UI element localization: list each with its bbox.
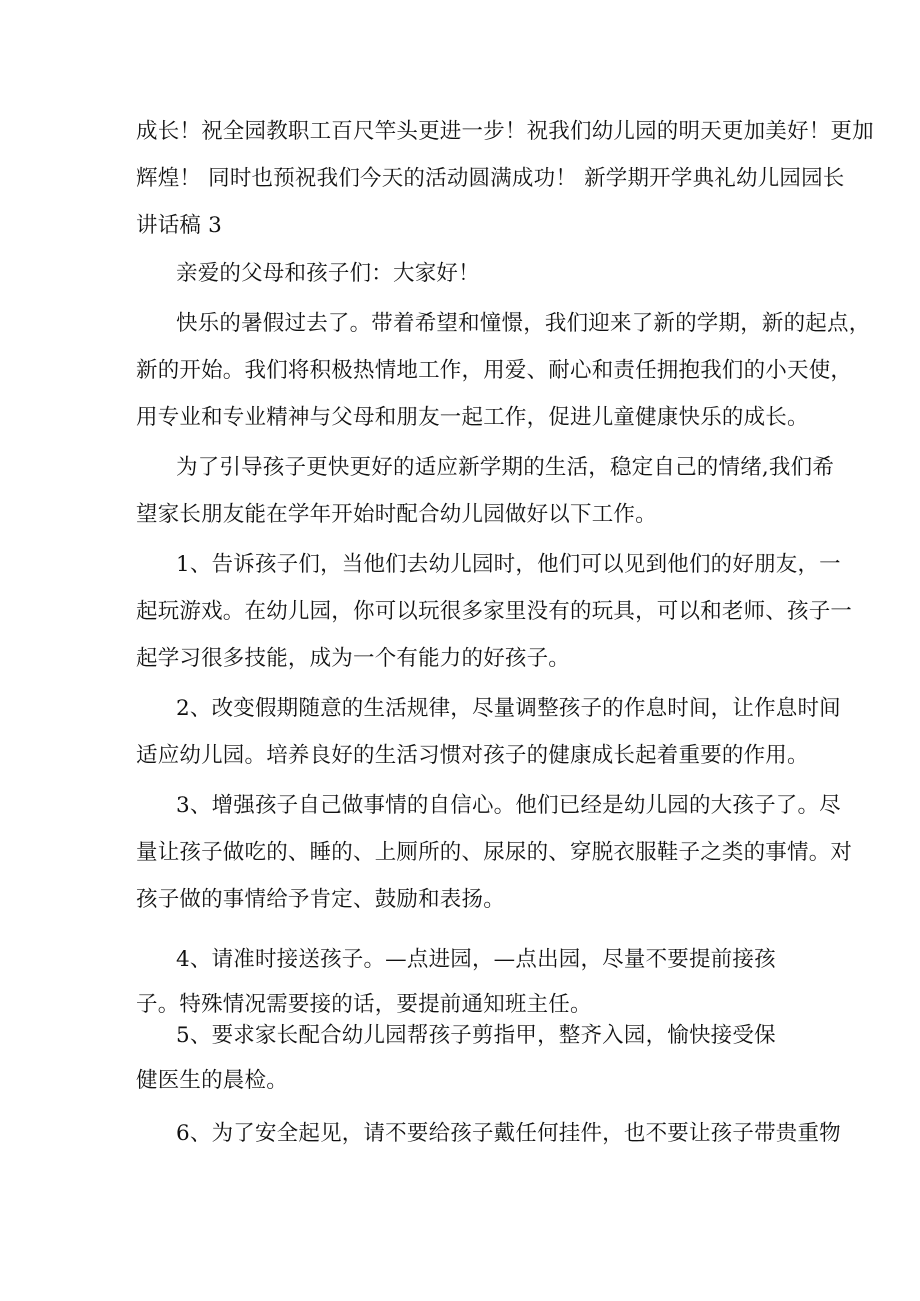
text-line: 成长！祝全园教职工百尺竿头更进一步！祝我们幼儿园的明天更加美好！更加 [136, 119, 874, 144]
text-line: 5、要求家长配合幼儿园帮孩子剪指甲，整齐入园，愉快接受保 [176, 1023, 776, 1048]
text-line: 起玩游戏。在幼儿园，你可以玩很多家里没有的玩具，可以和老师、孩子一 [136, 599, 853, 624]
text-line: 起学习很多技能，成为一个有能力的好孩子。 [136, 646, 571, 671]
text-line: 量让孩子做吃的、睡的、上厕所的、尿尿的、穿脱衣服鞋子之类的事情。对 [136, 840, 853, 865]
text-line: 为了引导孩子更快更好的适应新学期的生活，稳定自己的情绪,我们希 [176, 455, 835, 480]
text-line: 4、请准时接送孩子。—点进园，—点出园，尽量不要提前接孩 [176, 947, 776, 972]
text-line: 孩子做的事情给予肯定、鼓励和表扬。 [136, 887, 505, 912]
text-line: 健医生的晨检。 [136, 1068, 288, 1093]
text-line: 2、改变假期随意的生活规律，尽量调整孩子的作息时间，让作息时间 [176, 696, 841, 721]
text-line: 快乐的暑假过去了。带着希望和憧憬，我们迎来了新的学期，新的起点， [176, 311, 871, 336]
text-line: 辉煌！ 同时也预祝我们今天的活动圆满成功！ 新学期开学典礼幼儿园园长 [136, 166, 845, 191]
text-line: 适应幼儿园。培养良好的生活习惯对孩子的健康成长起着重要的作用。 [136, 743, 809, 768]
text-line: 6、为了安全起见，请不要给孩子戴任何挂件，也不要让孩子带贵重物 [176, 1121, 841, 1146]
text-line: 新的开始。我们将积极热情地工作，用爱、耐心和责任拥抱我们的小天使， [136, 358, 853, 383]
text-line: 讲话稿 3 [136, 213, 223, 238]
text-line: 亲爱的父母和孩子们：大家好！ [176, 261, 480, 286]
text-line: 用专业和专业精神与父母和朋友一起工作，促进儿童健康快乐的成长。 [136, 405, 809, 430]
text-line: 1、告诉孩子们，当他们去幼儿园时，他们可以见到他们的好朋友，一 [176, 552, 841, 577]
text-line: 3、增强孩子自己做事情的自信心。他们已经是幼儿园的大孩子了。尽 [176, 793, 841, 818]
text-line: 望家长朋友能在学年开始时配合幼儿园做好以下工作。 [136, 502, 657, 527]
text-line: 子。特殊情况需要接的话，要提前通知班主任。 [136, 992, 592, 1017]
